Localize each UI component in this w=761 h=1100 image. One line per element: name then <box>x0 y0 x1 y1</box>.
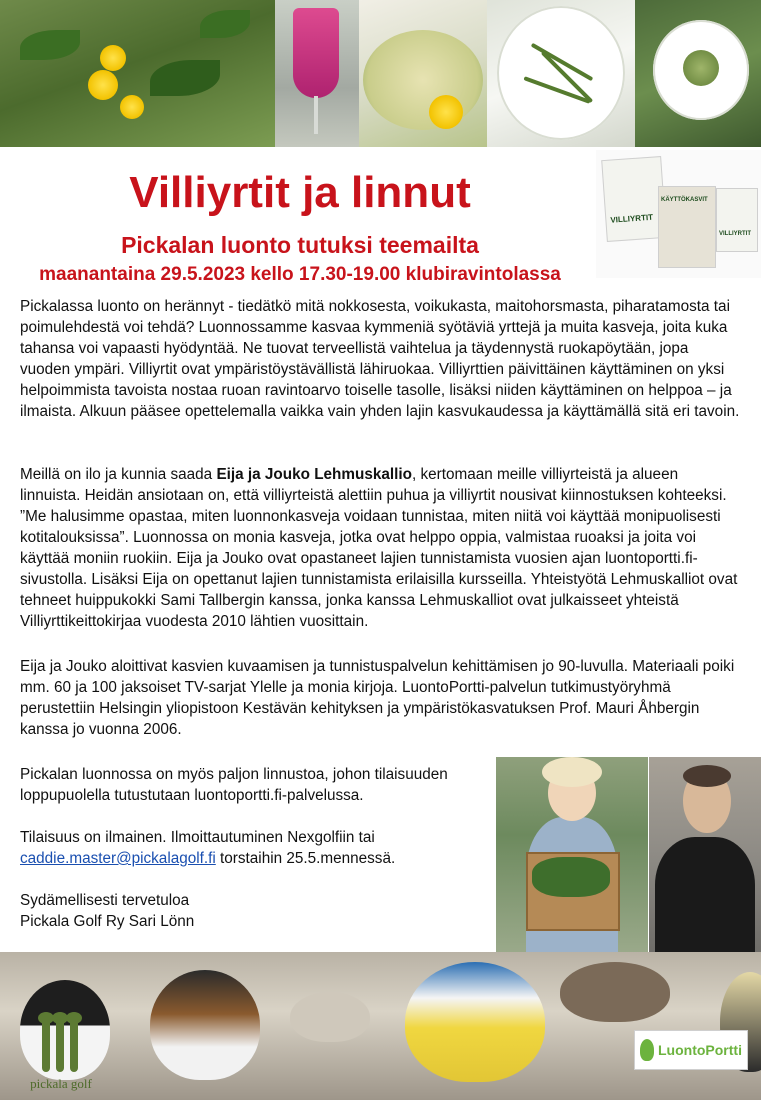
page-title: Villiyrtit ja linnut <box>129 168 471 217</box>
closing-greeting: Sydämellisesti tervetuloa <box>20 892 190 909</box>
pesto-plate-photo <box>635 0 761 147</box>
wild-herbs-photo <box>0 0 275 147</box>
book-title-1: VILLIYRTIT <box>610 212 654 225</box>
pickala-golf-logo <box>18 1012 104 1094</box>
intro-text: Pickalassa luonto on herännyt - tiedätkö mitä nokkosesta, voikukasta, maitohorsmasta, piharatamosta tai poimulehdestä voi tehdä? Luonnossamme kasvaa kymmeniä syötäviä yrttejä ja muita kasveja, joita kuka tahansa voi vapaasti hyödyntää. Ne tuovat terveellistä vaihtelua ja täydennystä ruokapöytään, jopa vuoden ympäri. Villiyrtit ovat ympäristöystävällistä lähiruokaa. Villiyrttien päivittäinen käyttäminen on yksi helpoimmista tavoista nostaa ruoan ravintoarvo toiselle tasolle, lisäksi niiden käyttäminen on helppoa – ja ilmaista. Alkuun pääsee opettelemalla vaikka vain yhden lajin kasvukaudessa ja käyttämällä sitä eri tavoin. <box>20 298 740 420</box>
herb-pasta-photo <box>359 0 487 147</box>
registration-deadline: torstaihin 25.5.mennessä. <box>215 850 396 867</box>
birds-paragraph <box>20 764 488 827</box>
birds-text: Pickalan luonnossa on myös paljon linnustoa, johon tilaisuuden loppupuolella tutustutaan luontoportti.fi-palvelussa. <box>20 766 448 804</box>
registration-email-link[interactable]: caddie.master@pickalagolf.fi <box>20 850 216 867</box>
speakers-text-end: , kertomaan meille villiyrteistä ja alueen linnuista. Heidän ansiotaan on, että villiyrteistä alettiin puhua ja villiyrtit nousivat kiinnostuksen kohteeksi. ”Me halusimme opastaa, miten luonnonkasveja voidaan tunnistaa, miten niitä voi käyttää monipuolisesti kotitalouksissa”. Luonnossa on monia kasveja, jotka ovat helppo oppia, valmistaa ruoaksi ja joita voi käyttää moniin ruokiin. Eija ja Jouko ovat opastaneet lajien tunnistamista vuosien ajan luontoportti.fi-sivustolla. Lisäksi Eija on opettanut lajien tunnistamista erilaisilla kursseilla. Yhteistyötä Lehmuskalliot ovat tehneet huippukokki Sami Tallbergin kanssa, jonka kanssa Lehmuskalliot ovat julkaisseet yhteistä Villiyrttikeittokirjaa vuodesta 2010 lähtien vuosittain. <box>20 466 738 630</box>
fireweed-drink-photo <box>275 0 359 147</box>
closing-signature: Pickala Golf Ry Sari Lönn <box>20 913 195 930</box>
registration-line: Tilaisuus on ilmainen. Ilmoittautuminen Nexgolfiin tai <box>20 829 375 846</box>
speakers-paragraph <box>20 464 742 653</box>
eija-photo <box>496 757 648 952</box>
book-title-2: KÄYTTÖKASVIT <box>661 197 708 203</box>
luontoportti-logo-text: LuontoPortti <box>658 1042 742 1058</box>
intro-paragraph <box>20 296 742 443</box>
jouko-photo <box>649 757 761 952</box>
history-text: Eija ja Jouko aloittivat kasvien kuvaamisen ja tunnistuspalvelun kehittämisen jo 90-luvulla. Materiaali poiki mm. 60 ja 100 jaksoiset TV-sarjat Ylelle ja monia kirjoja. LuontoPortti-palvelun tutkimustyöryhmä perustettiin Helsingin yliopistoon Kestävän kehityksen ja ympäristökasvatuksen Prof. Mauri Åhbergin kanssa jo vuonna 2006. <box>20 658 735 738</box>
books-image <box>596 150 761 278</box>
registration-paragraph <box>20 827 488 869</box>
luontoportti-leaf-icon <box>640 1039 654 1061</box>
top-photo-strip <box>0 0 761 147</box>
history-paragraph <box>20 656 742 761</box>
sprouts-plate-photo <box>487 0 635 147</box>
book-title-3: VILLIYRTIT <box>719 231 751 237</box>
speaker-names: Eija ja Jouko Lehmuskallio <box>216 466 412 483</box>
luontoportti-logo <box>634 1030 748 1070</box>
event-date-line: maanantaina 29.5.2023 kello 17.30-19.00 klubiravintolassa <box>39 264 561 285</box>
closing <box>20 890 488 932</box>
birds-photo-strip <box>0 952 761 1100</box>
speakers-text <box>20 464 742 632</box>
pickala-golf-logo-text: pickala golf <box>30 1076 92 1091</box>
page-subtitle: Pickalan luonto tutuksi teemailta <box>121 232 479 258</box>
speakers-text-start: Meillä on ilo ja kunnia saada <box>20 466 217 483</box>
